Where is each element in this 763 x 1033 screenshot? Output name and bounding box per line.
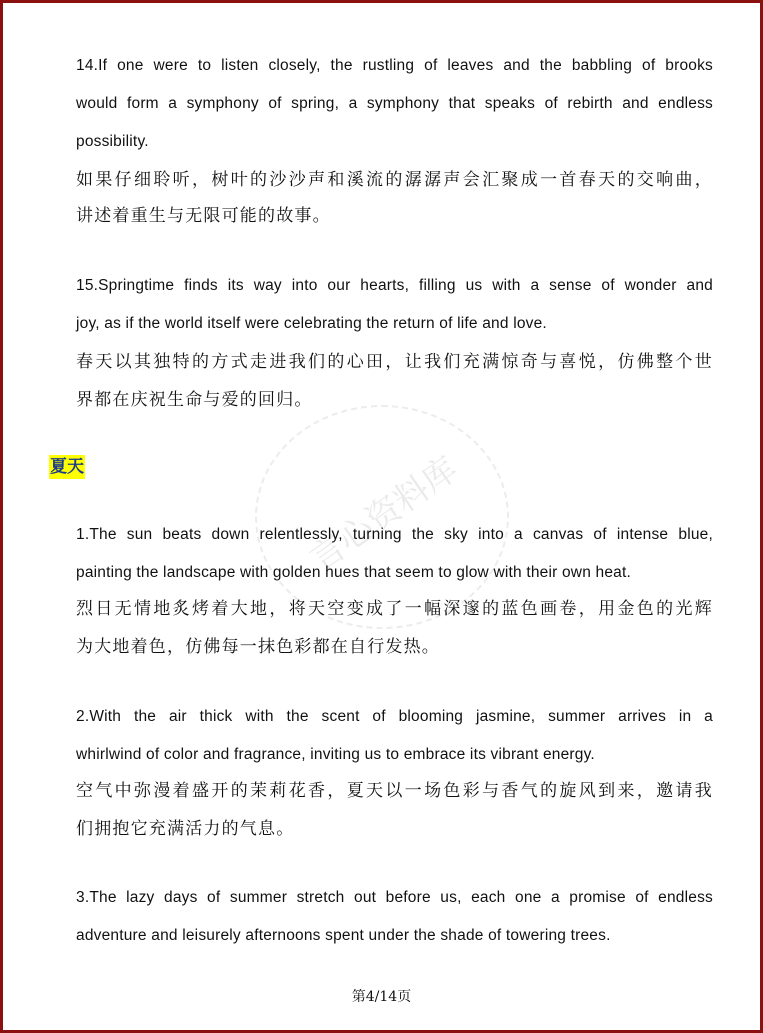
s2-en-line: whirlwind of color and fragrance, inviting us to embrace its vibrant energy. [76, 746, 595, 763]
page-number: 第4/14页 [351, 989, 412, 1005]
s2-cn-line: 们拥抱它充满活力的气息。 [76, 819, 295, 839]
p15-en-line: joy, as if the world itself were celebrating the return of life and love. [76, 315, 547, 332]
s1-cn-line: 为大地着色，仿佛每一抹色彩都在自行发热。 [76, 637, 440, 657]
s1-en-line: 1.The sun beats down relentlessly, turning the sky into a canvas of intense blue, [76, 526, 713, 543]
s2-en-line: 2.With the air thick with the scent of blooming jasmine, summer arrives in a [76, 708, 713, 725]
watermark-text: 言心资料库 [303, 450, 465, 579]
p15-cn-line: 春天以其独特的方式走进我们的心田，让我们充满惊奇与喜悦，仿佛整个世 [76, 352, 713, 372]
p14-cn-line: 讲述着重生与无限可能的故事。 [76, 206, 331, 226]
p14-en-line: 14.If one were to listen closely, the rustling of leaves and the babbling of brooks [76, 57, 713, 74]
p14-en-line: would form a symphony of spring, a symphony that speaks of rebirth and endless [76, 95, 713, 112]
s3-en-line: adventure and leisurely afternoons spent under the shade of towering trees. [76, 927, 611, 944]
p14-cn-line: 如果仔细聆听，树叶的沙沙声和溪流的潺潺声会汇聚成一首春天的交响曲， [76, 170, 713, 190]
s1-cn-line: 烈日无情地炙烤着大地，将天空变成了一幅深邃的蓝色画卷，用金色的光辉 [76, 599, 713, 619]
s3-en-line: 3.The lazy days of summer stretch out before us, each one a promise of endless [76, 889, 713, 906]
p15-cn-line: 界都在庆祝生命与爱的回归。 [76, 390, 313, 410]
s1-en-line: painting the landscape with golden hues that seem to glow with their own heat. [76, 564, 631, 581]
section-heading-summer: 夏天 [50, 457, 84, 477]
p15-en-line: 15.Springtime finds its way into our hearts, filling us with a sense of wonder and [76, 277, 713, 294]
s2-cn-line: 空气中弥漫着盛开的茉莉花香，夏天以一场色彩与香气的旋风到来，邀请我 [76, 781, 713, 801]
p14-en-line: possibility. [76, 133, 149, 150]
